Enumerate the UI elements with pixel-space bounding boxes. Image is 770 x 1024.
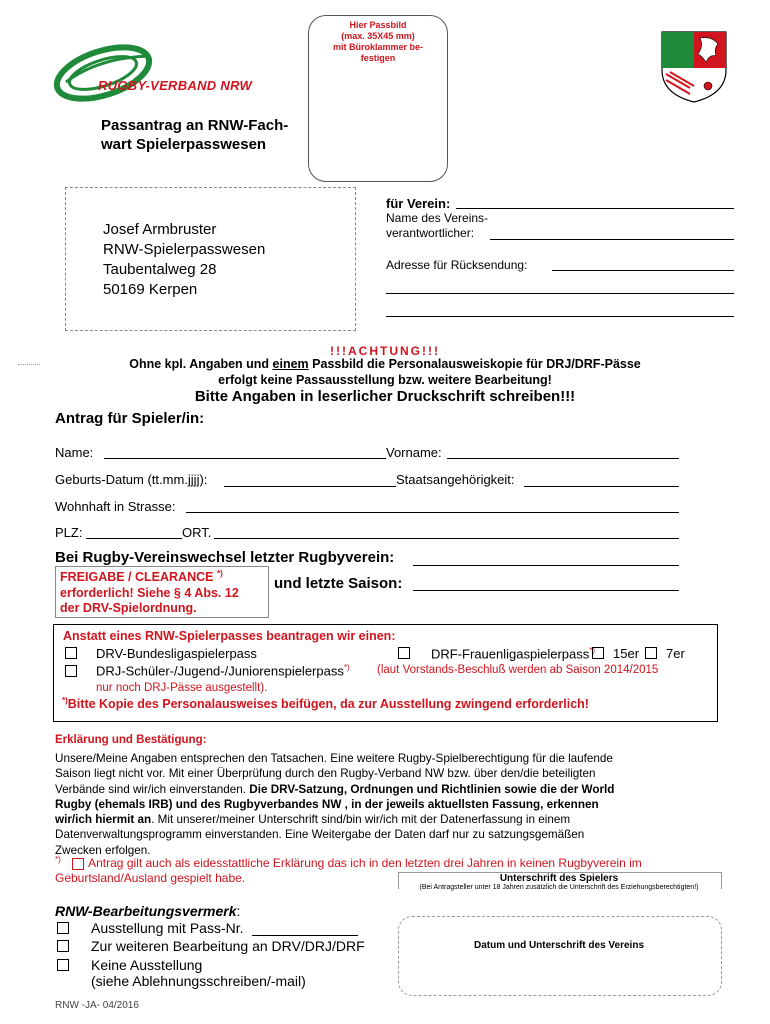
warning-pre: Ohne kpl. Angaben und (129, 357, 273, 371)
vermerk-heading (55, 903, 240, 919)
photo-line: Hier Passbild (349, 20, 407, 30)
strasse-label: Wohnhaft in Strasse: (55, 499, 176, 514)
erklaerung-p3 (55, 782, 679, 797)
staat-label: Staatsangehörigkeit: (396, 472, 515, 487)
page-title (101, 116, 288, 154)
freigabe-line-3: der DRV-Spielordnung. (60, 601, 197, 615)
bundesliga-checkbox[interactable] (65, 647, 77, 659)
verein-signature-label: Datum und Unterschrift des Vereins (473, 940, 645, 951)
address-dept: RNW-Spielerpasswesen (103, 241, 266, 258)
drj-note-2: nur noch DRJ-Pässe ausgestellt). (96, 682, 268, 694)
pass-nr-line[interactable] (252, 935, 358, 936)
address-box (65, 187, 356, 331)
name-line[interactable] (104, 458, 386, 459)
rugby-verband-logo (48, 38, 298, 108)
address-city: 50169 Kerpen (103, 281, 198, 298)
drj-note-1: (laut Vorstands-Beschluß werden ab Saison 2014/2015 (377, 664, 659, 676)
warning-em: einem (272, 357, 309, 371)
verein-signature-box[interactable] (398, 916, 722, 996)
erklaerung-p1: Unsere/Meine Angaben entsprechen den Tatsachen. Eine weitere Rugby-Spielberechtigung für die laufende (55, 752, 613, 765)
opt15-checkbox[interactable] (592, 647, 604, 659)
verantwortlicher-label-2: verantwortlicher: (386, 226, 475, 240)
vermerk-colon: : (236, 903, 241, 919)
photo-line: festigen (360, 53, 396, 63)
photo-box (308, 15, 448, 182)
ablehnung-label: (siehe Ablehnungsschreiben/-mail) (91, 973, 306, 989)
erklaerung-p7: Zwecken erfolgen. (55, 843, 151, 857)
erklaerung-p5b: . Mit unserer/meiner Unterschrift sind/bin wir/ich mit der Datenerfassung in einem (151, 813, 571, 827)
verein-label: für Verein: (386, 196, 451, 211)
opt15-label: 15er (613, 646, 640, 661)
freigabe-line-1 (60, 569, 223, 584)
keine-checkbox[interactable] (57, 959, 69, 971)
ausstellung-checkbox[interactable] (57, 922, 69, 934)
adresse-line-1[interactable] (552, 270, 734, 271)
eid-sup: *) (55, 855, 61, 864)
wechsel-line[interactable] (413, 565, 679, 566)
erklaerung-p6: Datenverwaltungsprogramm einverstanden. Eine Weitergabe der Daten darf nur zu satzungsgemäßen (55, 828, 585, 842)
weitere-checkbox[interactable] (57, 940, 69, 952)
eid-line-1 (55, 855, 642, 870)
adresse-label: Adresse für Rücksendung: (386, 258, 528, 272)
photo-line: (max. 35X45 mm) (341, 31, 415, 41)
nrw-coat-of-arms (660, 30, 728, 104)
erklaerung-p5a: wir/ich hiermit an (55, 813, 152, 827)
wechsel-heading: Bei Rugby-Vereinswechsel letzter Rugbyverein: (55, 549, 395, 566)
coat-of-arms-icon (660, 30, 728, 104)
vorname-label: Vorname: (386, 445, 442, 460)
weitere-label: Zur weiteren Bearbeitung an DRV/DRJ/DRF (91, 938, 365, 954)
drj-checkbox[interactable] (65, 665, 77, 677)
freigabe-sup: *) (216, 569, 223, 578)
keine-label: Keine Ausstellung (91, 957, 203, 973)
erklaerung-p3a: Verbände sind wir/ich einverstanden. (55, 782, 250, 796)
frauen-checkbox[interactable] (398, 647, 410, 659)
ausstellung-label: Ausstellung mit Pass-Nr. (91, 920, 244, 936)
verantwortlicher-label-1: Name des Vereins- (386, 211, 489, 225)
address-name: Josef Armbruster (103, 221, 217, 238)
eid-line-2: Geburtsland/Ausland gespielt habe. (55, 871, 246, 885)
logo-text: RUGBY-VERBAND NRW (98, 78, 253, 93)
address-street: Taubentalweg 28 (103, 261, 217, 278)
pass-heading: Anstatt eines RNW-Spielerpasses beantragen wir einen: (63, 629, 396, 643)
strasse-line[interactable] (186, 512, 679, 513)
erklaerung-text (55, 751, 679, 858)
erklaerung-heading: Erklärung und Bestätigung: (55, 734, 207, 746)
saison-line[interactable] (413, 590, 679, 591)
adresse-line-2[interactable] (386, 293, 734, 294)
title-line-2: wart Spielerpasswesen (101, 136, 267, 153)
warning-line-1 (0, 357, 770, 371)
erklaerung-p3b: Die DRV-Satzung, Ordnungen und Richtlinien sowie die der World (249, 782, 615, 796)
freigabe-line-2: erforderlich! Siehe § 4 Abs. 12 (60, 586, 239, 600)
spieler-signature-note: (Bei Antragsteller unter 18 Jahren zusätzlich die Unterschrift des Erziehungsberechtigten!) (419, 884, 699, 891)
vermerk-heading-text: RNW-Bearbeitungsvermerk (55, 903, 237, 919)
antrag-heading: Antrag für Spieler/in: (55, 410, 205, 427)
plz-line[interactable] (86, 538, 182, 539)
name-label: Name: (55, 445, 94, 460)
verantwortlicher-line[interactable] (490, 239, 734, 240)
vorname-line[interactable] (447, 458, 679, 459)
staat-line[interactable] (524, 486, 679, 487)
frauen-sup: *) (589, 646, 596, 655)
opt7-checkbox[interactable] (645, 647, 657, 659)
opt7-label: 7er (666, 646, 685, 661)
warning-line-3: Bitte Angaben in leserlicher Druckschrift schreiben!!! (194, 388, 576, 405)
frauen-text: DRF-Frauenligaspielerpass (431, 646, 590, 662)
erklaerung-p5 (55, 812, 679, 827)
plz-label: PLZ: (55, 525, 83, 540)
spieler-signature-label: Unterschrift des Spielers (499, 873, 619, 884)
photo-line: mit Büroklammer be- (332, 42, 424, 52)
geburt-line[interactable] (224, 486, 396, 487)
erklaerung-p4: Rugby (ehemals IRB) und des Rugbyverbandes NW , in der jeweils aktuellsten Fassung, erkennen (55, 797, 599, 811)
achtung-text: !!!ACHTUNG!!! (330, 344, 440, 358)
rugby-ball-icon (48, 38, 298, 108)
warning-post: Passbild die Personalausweiskopie für DRJ/DRF-Pässe (308, 357, 641, 371)
drj-label (96, 663, 350, 678)
warning-line-2: erfolgt keine Passausstellung bzw. weitere Bearbeitung! (218, 373, 552, 387)
frauen-label (431, 646, 595, 661)
geburt-label: Geburts-Datum (tt.mm.jjjj): (55, 472, 208, 487)
kopie-sup: *) (62, 696, 68, 705)
ort-line[interactable] (214, 538, 679, 539)
drj-text: DRJ-Schüler-/Jugend-/Juniorenspielerpass (96, 663, 344, 679)
verein-line[interactable] (456, 208, 734, 209)
footer-code: RNW -JA- 04/2016 (55, 1000, 139, 1011)
kopie-text: Bitte Kopie des Personalausweises beifügen, da zur Ausstellung zwingend erforderlich! (67, 697, 589, 712)
bundesliga-label: DRV-Bundesligaspielerpass (96, 646, 257, 661)
adresse-line-3[interactable] (386, 316, 734, 317)
eid-text-1: Antrag gilt auch als eidesstattliche Erklärung das ich in den letzten drei Jahren in keinen Rugbyverein im (88, 856, 642, 870)
saison-label: und letzte Saison: (274, 575, 403, 592)
kopie-line (62, 696, 589, 711)
drj-sup: *) (343, 663, 350, 672)
title-line-1: Passantrag an RNW-Fach- (101, 117, 289, 134)
erklaerung-p2: Saison liegt nicht vor. Mit einer Überprüfung durch den Rugby-Verband NW bzw. über den/die beteiligten (55, 767, 596, 781)
ort-label: ORT. (182, 525, 212, 540)
eid-checkbox[interactable] (72, 858, 84, 870)
freigabe-text-1: FREIGABE / CLEARANCE (60, 570, 214, 585)
